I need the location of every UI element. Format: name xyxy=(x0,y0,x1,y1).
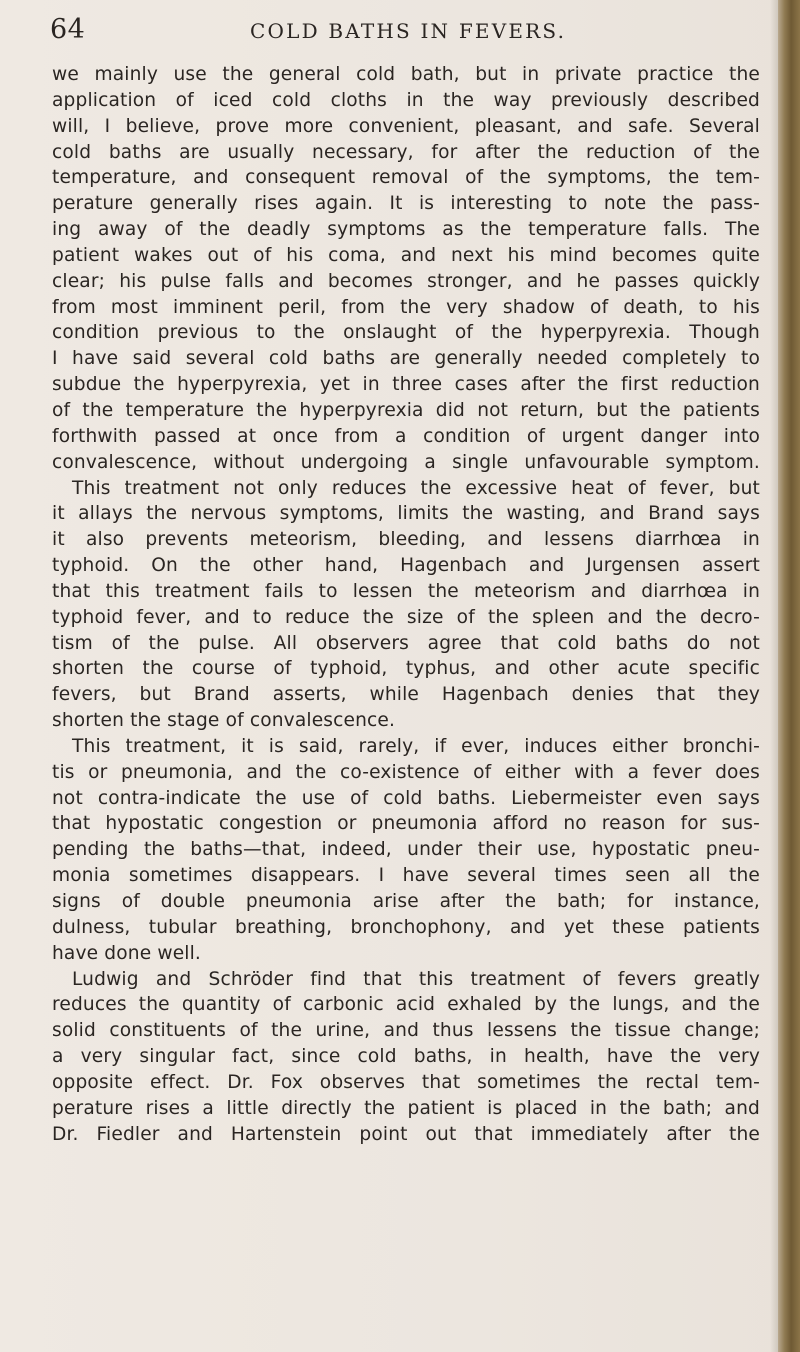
text-line: reduces the quantity of carbonic acid exhaled by the lungs, and the xyxy=(52,994,760,1016)
paragraph-first-line: This treatment, it is said, rarely, if ever, induces either bronchi- xyxy=(72,735,760,757)
text-line: it also prevents meteorism, bleeding, and lessens diarrhœa in xyxy=(52,529,760,551)
text-line: perature rises a little directly the patient is placed in the bath; and xyxy=(52,1097,760,1119)
text-line: not contra-indicate the use of cold baths. Liebermeister even says xyxy=(52,787,760,809)
text-line: pending the baths—that, indeed, under their use, hypostatic pneu- xyxy=(52,839,760,861)
paragraph-first-line: This treatment not only reduces the excessive heat of fever, but xyxy=(72,477,760,499)
page-gutter-shadow xyxy=(770,0,778,1352)
text-line: typhoid fever, and to reduce the size of the spleen and the decro- xyxy=(52,606,760,628)
text-line: typhoid. On the other hand, Hagenbach and Jurgensen assert xyxy=(52,555,760,577)
text-line: a very singular fact, since cold baths, in health, have the very xyxy=(52,1046,760,1068)
text-line: cold baths are usually necessary, for after the reduction of the xyxy=(52,141,760,163)
text-line: perature generally rises again. It is interesting to note the pass- xyxy=(52,193,760,215)
text-line: convalescence, without undergoing a single unfavourable symptom. xyxy=(52,451,760,473)
paragraph-first-line: Ludwig and Schröder find that this treatment of fevers greatly xyxy=(72,968,760,990)
text-line: that hypostatic congestion or pneumonia afford no reason for sus- xyxy=(52,813,760,835)
text-line: subdue the hyperpyrexia, yet in three cases after the first reduction xyxy=(52,374,760,396)
page-number: 64 xyxy=(50,14,86,45)
book-spine xyxy=(778,0,800,1352)
page-header xyxy=(50,14,770,54)
text-line: fevers, but Brand asserts, while Hagenbach denies that they xyxy=(52,684,760,706)
text-line: ing away of the deadly symptoms as the temperature falls. The xyxy=(52,219,760,241)
text-line: tism of the pulse. All observers agree that cold baths do not xyxy=(52,632,760,654)
text-line: solid constituents of the urine, and thus lessens the tissue change; xyxy=(52,1020,760,1042)
text-line: Dr. Fiedler and Hartenstein point out that immediately after the xyxy=(52,1123,760,1145)
running-title: COLD BATHS IN FEVERS. xyxy=(250,19,567,43)
text-line: condition previous to the onslaught of the hyperpyrexia. Though xyxy=(52,322,760,344)
text-line: that this treatment fails to lessen the meteorism and diarrhœa in xyxy=(52,580,760,602)
paragraph-last-line: have done well. xyxy=(52,942,201,964)
text-line: we mainly use the general cold bath, but in private practice the xyxy=(52,64,760,85)
text-line: I have said several cold baths are generally needed completely to xyxy=(52,348,760,370)
text-line: signs of double pneumonia arise after the bath; for instance, xyxy=(52,891,760,912)
body-text xyxy=(52,62,760,1147)
text-line: dulness, tubular breathing, bronchophony, and yet these patients xyxy=(52,916,760,938)
text-line: will, I believe, prove more convenient, pleasant, and safe. Several xyxy=(52,115,760,137)
text-line: application of iced cold cloths in the way previously described xyxy=(52,89,760,111)
paragraph-last-line: shorten the stage of convalescence. xyxy=(52,710,396,732)
text-line: forthwith passed at once from a condition of urgent danger into xyxy=(52,425,760,447)
text-line: patient wakes out of his coma, and next his mind becomes quite xyxy=(52,244,760,266)
text-line: monia sometimes disappears. I have several times seen all the xyxy=(52,865,760,887)
text-line: clear; his pulse falls and becomes stronger, and he passes quickly xyxy=(52,270,760,292)
text-line: it allays the nervous symptoms, limits the wasting, and Brand says xyxy=(52,503,760,525)
text-line: temperature, and consequent removal of the symptoms, the tem- xyxy=(52,167,760,189)
text-line: of the temperature the hyperpyrexia did not return, but the patients xyxy=(52,399,760,421)
text-line: tis or pneumonia, and the co-existence of either with a fever does xyxy=(52,761,760,783)
text-line: opposite effect. Dr. Fox observes that sometimes the rectal tem- xyxy=(52,1071,760,1093)
text-line: from most imminent peril, from the very shadow of death, to his xyxy=(52,296,760,318)
text-line: shorten the course of typhoid, typhus, and other acute specific xyxy=(52,658,760,680)
